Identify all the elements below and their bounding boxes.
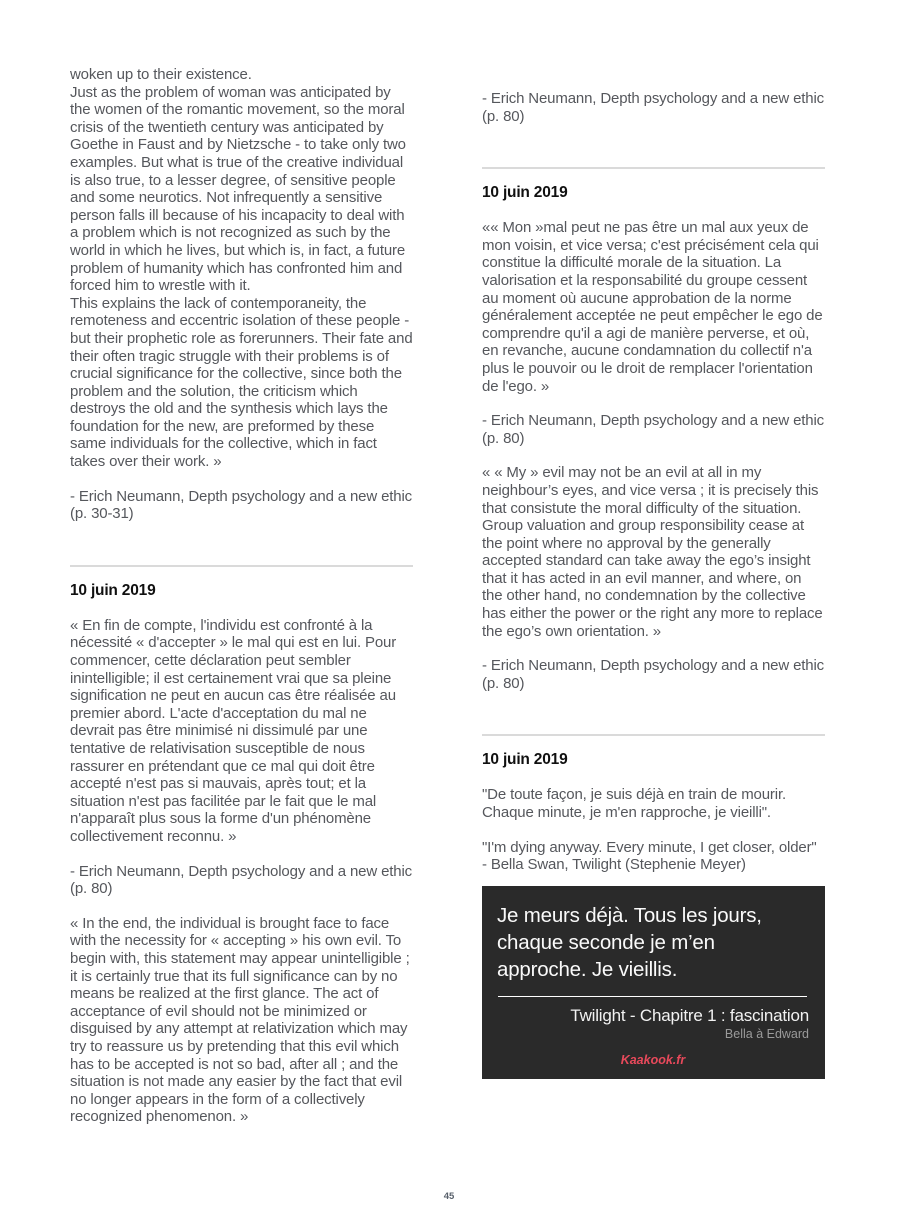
- quote-card-divider: [498, 996, 807, 997]
- quote-attribution: - Erich Neumann, Depth psychology and a new ethic (p. 80): [482, 657, 825, 692]
- left-column: [70, 0, 413, 1126]
- page-number: 45: [443, 1191, 455, 1202]
- quote-line-en: "I'm dying anyway. Every minute, I get closer, older": [482, 838, 817, 856]
- section-divider: [70, 565, 413, 567]
- quote-card-text: Je meurs déjà. Tous les jours, chaque seconde je m’en approche. Je vieillis.: [497, 903, 762, 981]
- paragraph-line: This explains the lack of contemporaneity, the remoteness and eccentric isolation of these people - but their prophetic role as forerunners. Their fate and their often tragic struggle with their problems is of crucial significance for the collective, since both the problem and the solution, the criticism which destroys the old and the synthesis which lays the foundation for the new, are preformed by these same individuals for the collective, which in fact takes over their work. »: [70, 294, 413, 471]
- paragraph-line: woken up to their existence.: [70, 66, 252, 83]
- quote-paragraph-fr: « En fin de compte, l'individu est confronté à la nécessité « d'accepter » le mal qui est en lui. Pour commencer, cette déclaration peut sembler inintelligible; il est certainement vrai que sa pleine signification ne peut en aucun cas être réalisée au premier abord. L'acte d'acceptation du mal ne devrait pas être minimisé ni dissimulé par une tentative de relativisation susceptible de nous rassurer en prétendant que ce mal qui doit être accepté n'est pas si mauvais, après tout; et la situation n'est pas facilitée par le fait que le mal n'apparaît plus sous la forme d'un phénomène collectivement reconnu. »: [70, 616, 397, 845]
- quote-paragraph-en: « In the end, the individual is brought face to face with the necessity for « accepting » his own evil. To begin with, this statement may appear unintelligible ; it is certainly true that its full significance can by no means be realized at the first glance. The act of acceptance of evil should not be minimized or disguised by any attempt at relativization which may try to reassure us by pretending that this evil which has to be accepted is not so bad, after all ; and the situation is not made any easier by the fact that evil no longer appears in the form of a collectively recognized phenomenon. »: [70, 914, 410, 1126]
- quote-paragraph-fr: "De toute façon, je suis déjà en train de mourir. Chaque minute, je m'en rapproche, je vieilli".: [482, 786, 786, 822]
- quote-block-en: [482, 839, 825, 874]
- quote-attribution: - Erich Neumann, Depth psychology and a new ethic (p. 30-31): [70, 487, 413, 523]
- section-divider: [482, 734, 825, 736]
- quote-paragraph-en: [70, 66, 413, 471]
- entry-date-heading: 10 juin 2019: [70, 581, 156, 599]
- quote-attribution: - Bella Swan, Twilight (Stephenie Meyer): [482, 856, 746, 874]
- paragraph-line: Just as the problem of woman was anticipated by the women of the romantic movement, so the moral crisis of the twentieth century was anticipated by Goethe in Faust and by Nietzsche - to take only two examples. But what is true of the creative individual is also true, to a lesser degree, of sensitive people and some neurotics. Not infrequently a sensitive person falls ill because of his incapacity to deal with a problem which is not recognized as such by the world in which he lives, but which is, in fact, a future problem of humanity which has confronted him and forced him to wrestle with it.: [70, 83, 406, 295]
- quote-attribution: - Erich Neumann, Depth psychology and a new ethic (p. 80): [482, 90, 825, 125]
- entry-date-heading: 10 juin 2019: [482, 751, 568, 769]
- quote-card-speaker: Bella à Edward: [724, 1026, 809, 1041]
- quote-card-source: Twilight - Chapitre 1 : fascination: [570, 1005, 809, 1025]
- quote-attribution: - Erich Neumann, Depth psychology and a new ethic (p. 80): [70, 862, 413, 898]
- entry-date-heading: 10 juin 2019: [482, 184, 568, 202]
- quote-paragraph-en: « « My » evil may not be an evil at all in my neighbour’s eyes, and vice versa ; it is precisely this that consistute the moral difficulty of the situation. Group valuation and group responsibility cease at the point where no approval by the generally accepted standard can take away the ego’s insight that it has acted in an evil manner, and where, on the other hand, no condemnation by the collective has either the power or the right any more to replace the ego’s own orientation. »: [482, 464, 823, 640]
- quote-image-card: [482, 886, 825, 1079]
- quote-card-site-logo: Kaakook.fr: [620, 1052, 686, 1067]
- quote-attribution: - Erich Neumann, Depth psychology and a new ethic (p. 80): [482, 412, 825, 447]
- right-column: [482, 0, 825, 1079]
- quote-paragraph-fr: «« Mon »mal peut ne pas être un mal aux yeux de mon voisin, et vice versa; c'est précisément cela qui constitue la difficulté morale de la situation. La valorisation et la responsabilité du groupe cessent au moment où aucune approbation de la norme généralement acceptée ne peut empêcher le ego de comprendre qu'il a agi de manière perverse, et où, en revanche, aucune condamnation du collectif n'a plus le pouvoir ou le droit de remplacer l'orientation de l'ego. »: [482, 219, 823, 395]
- section-divider: [482, 167, 825, 169]
